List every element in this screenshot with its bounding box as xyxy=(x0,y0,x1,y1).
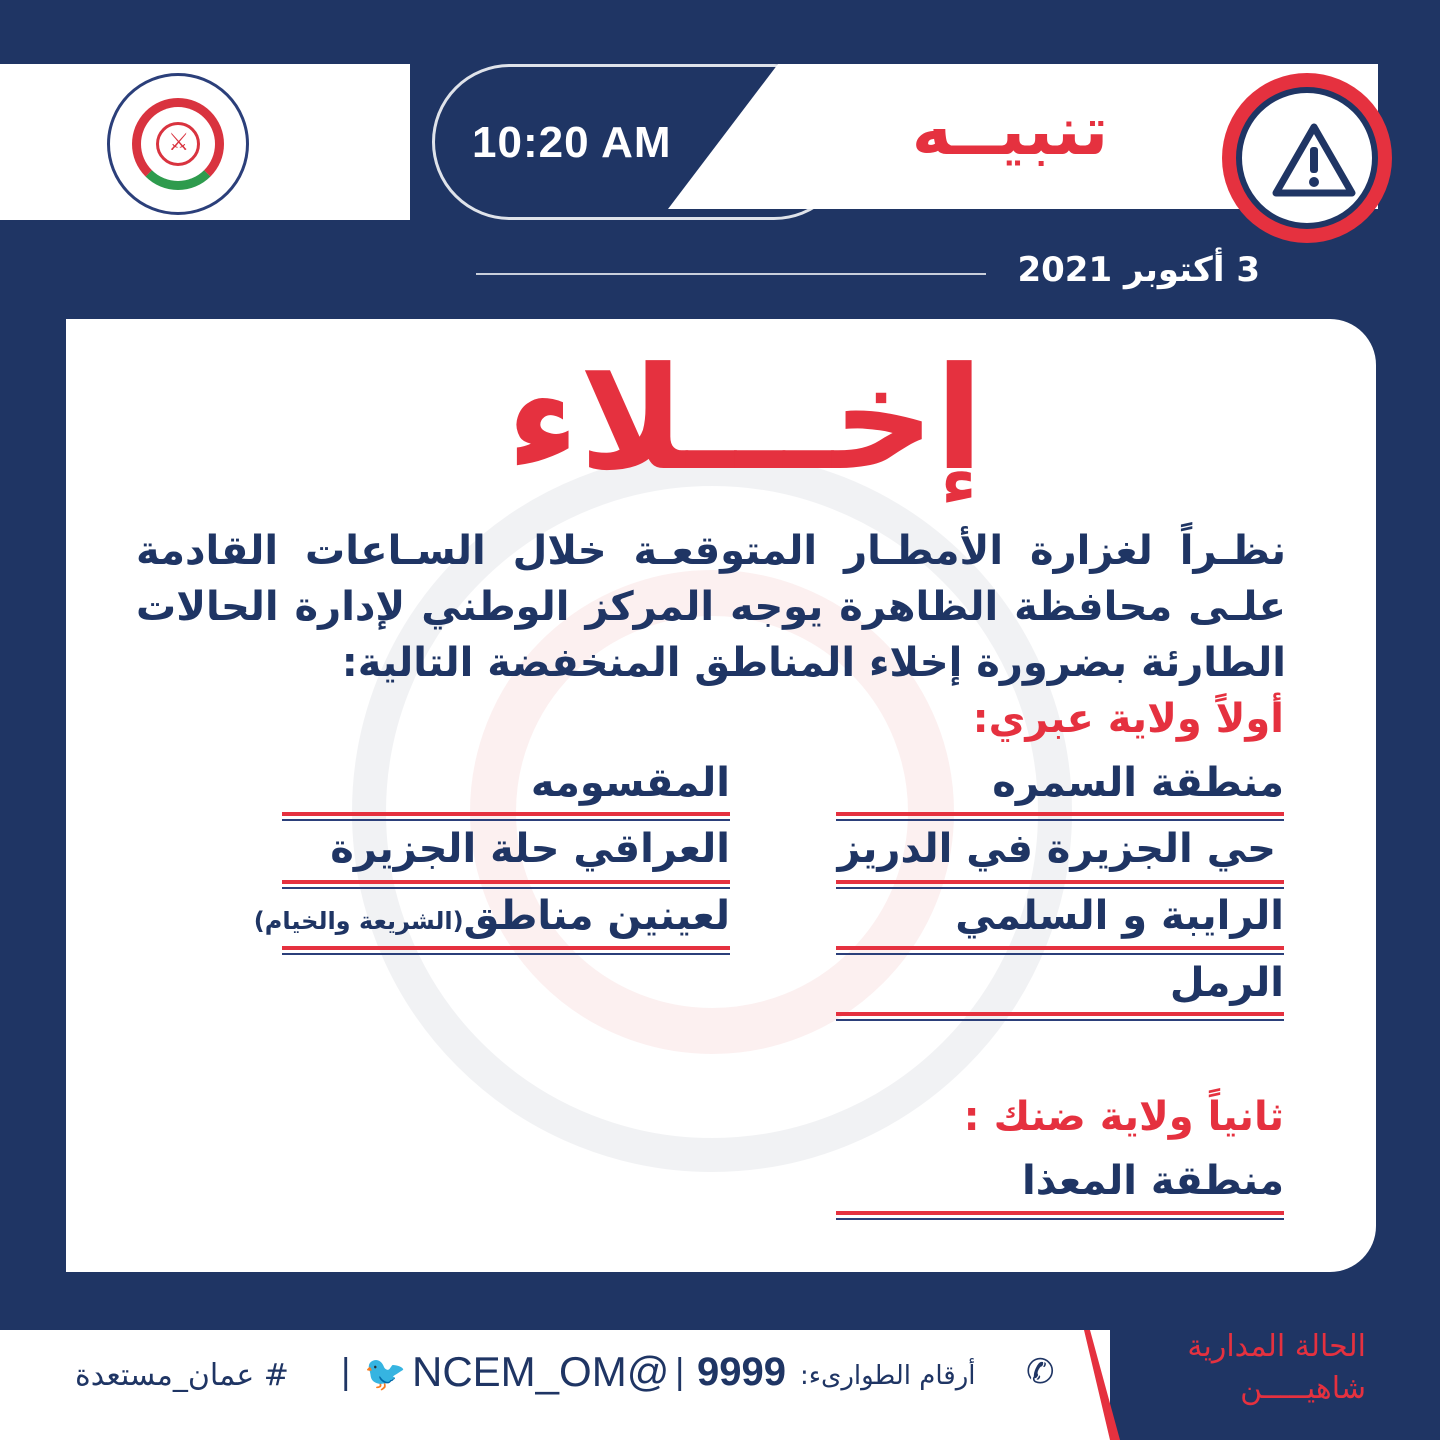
list-item-note: (الشريعة والخيام) xyxy=(253,907,464,935)
alert-title: تنبيــه xyxy=(911,92,1109,171)
list-item: منطقة المعذا xyxy=(1022,1158,1284,1204)
warning-icon xyxy=(1272,121,1356,199)
list-item: المقسومه xyxy=(530,760,730,806)
cyclone-label xyxy=(1130,1326,1366,1410)
footer-accent xyxy=(1060,1330,1120,1440)
item-divider xyxy=(836,1012,1284,1016)
phone-icon: ✆ xyxy=(1026,1352,1055,1392)
item-divider xyxy=(836,1211,1284,1215)
item-divider xyxy=(836,880,1284,884)
date-divider xyxy=(476,273,986,275)
item-divider xyxy=(282,812,730,816)
ncem-logo xyxy=(107,73,249,215)
list-item-label: لعينين مناطق xyxy=(463,893,730,939)
twitter-handle[interactable]: @NCEM_OM xyxy=(412,1348,670,1395)
item-divider xyxy=(282,946,730,950)
list-item xyxy=(170,893,730,939)
khanjar-emblem-icon: ⚔ xyxy=(168,128,190,156)
hashtag-label: # عمان_مستعدة xyxy=(75,1358,289,1393)
list-item: الرمل xyxy=(1169,960,1284,1006)
section1-title: أولاً ولاية عبري: xyxy=(972,696,1284,742)
cyclone-label-line2: شاهيـــــن xyxy=(1240,1371,1366,1406)
item-divider xyxy=(836,946,1284,950)
list-item: حي الجزيرة في الدريز xyxy=(837,826,1276,872)
list-item: منطقة السمره xyxy=(992,760,1284,806)
item-divider xyxy=(836,812,1284,816)
warning-badge xyxy=(1222,73,1392,243)
separator: | xyxy=(340,1352,352,1392)
twitter-icon: 🐦 xyxy=(364,1354,407,1394)
headline: إخـــلاء xyxy=(506,337,984,502)
separator: | xyxy=(674,1352,686,1392)
cyclone-label-line1: الحالة المدارية xyxy=(1187,1329,1366,1364)
emergency-label: أرقام الطوارىء: xyxy=(800,1361,976,1391)
emergency-number[interactable]: 9999 xyxy=(697,1350,786,1394)
section2-title: ثانياً ولاية ضنك : xyxy=(963,1094,1284,1140)
list-item: الرايبة و السلمي xyxy=(955,893,1284,939)
time-label: 10:20 AM xyxy=(472,118,672,167)
list-item: العراقي حلة الجزيرة xyxy=(330,826,730,872)
item-divider xyxy=(282,880,730,884)
date-label: 3 أكتوبر 2021 xyxy=(1017,250,1260,290)
intro-paragraph: نظـراً لغزارة الأمطـار المتوقعـة خلال السـاعات القادمة علـى محافظة الظاهرة يوجه المركز الوطني لإدارة الحالات الطارئة بضرورة إخلاء المناطق المنخفضة التالية: xyxy=(136,528,1286,686)
